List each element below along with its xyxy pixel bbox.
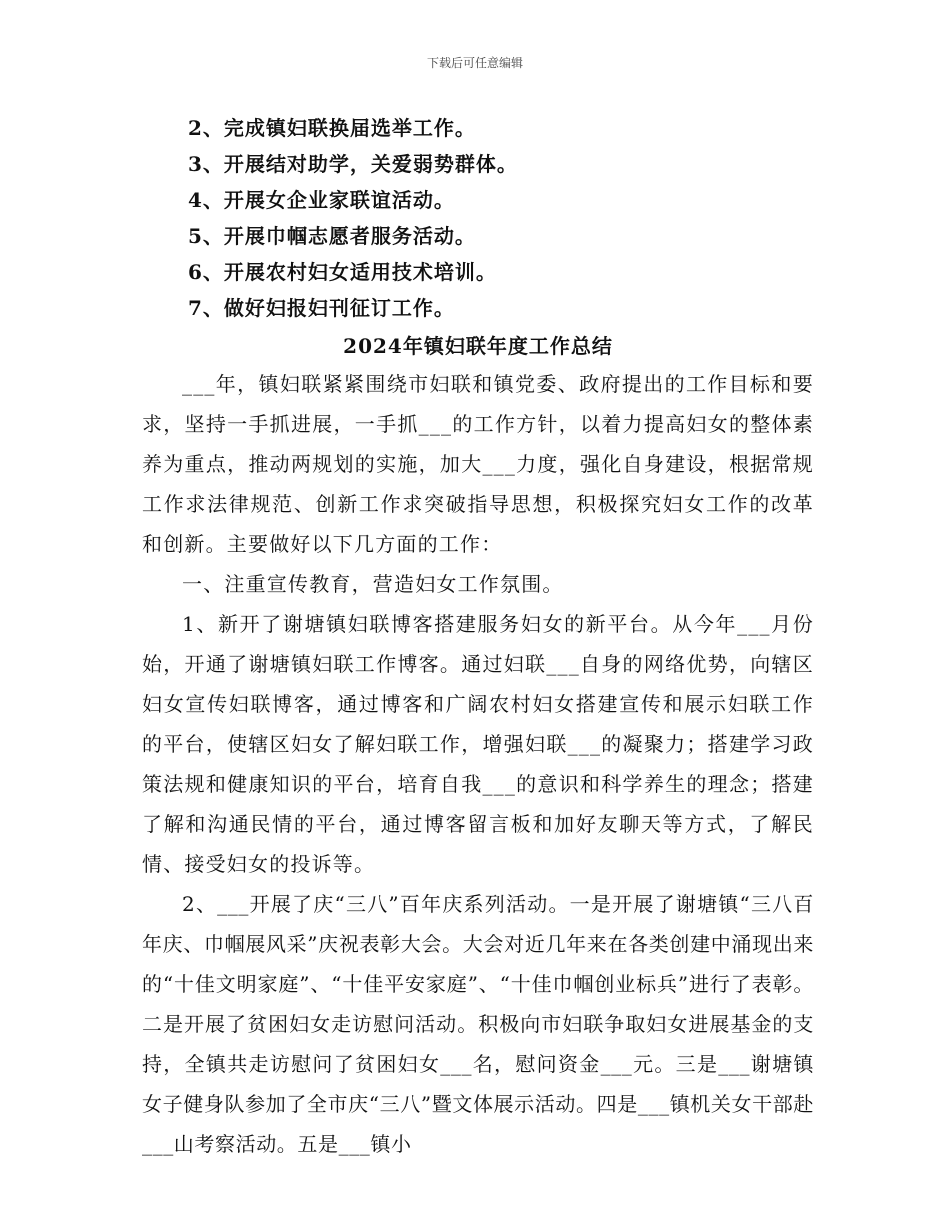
document-body <box>142 110 814 1164</box>
list-item: 5、开展巾帼志愿者服务活动。 <box>188 224 476 248</box>
list-item: 7、做好妇报妇刊征订工作。 <box>188 296 455 320</box>
list-item: 6、开展农村妇女适用技术培训。 <box>188 260 497 284</box>
body-paragraph-2: 2、___开展了庆“三八”百年庆系列活动。一是开展了谢塘镇“三八百年庆、巾帼展风采”庆祝表彰大会。大会对近几年来在各类创建中涌现出来的“十佳文明家庭”、“十佳平安家庭”、“十佳巾帼创业标兵”进行了表彰。二是开展了贫困妇女走访慰问活动。积极向市妇联争取妇女进展基金的支持，全镇共走访慰问了贫困妇女___名，慰问资金___元。三是___谢塘镇女子健身队参加了全市庆“三八”暨文体展示活动。四是___镇机关女干部赴___山考察活动。五是___镇小 <box>142 892 814 1156</box>
section-heading: 一、注重宣传教育，营造妇女工作氛围。 <box>182 572 564 596</box>
intro-paragraph: ___年，镇妇联紧紧围绕市妇联和镇党委、政府提出的工作目标和要求，坚持一手抓进展，一手抓___的工作方针，以着力提高妇女的整体素养为重点，推动两规划的实施，加大___力度，强化自身建设，根据常规工作求法律规范、创新工作求突破指导思想，积极探究妇女工作的改革和创新。主要做好以下几方面的工作： <box>142 372 814 556</box>
page-header-note: 下载后可任意编辑 <box>426 56 523 70</box>
list-item: 4、开展女企业家联谊活动。 <box>188 188 455 212</box>
list-item: 2、完成镇妇联换届选举工作。 <box>188 116 476 140</box>
body-paragraph-1: 1、新开了谢塘镇妇联博客搭建服务妇女的新平台。从今年___月份始，开通了谢塘镇妇联工作博客。通过妇联___自身的网络优势，向辖区妇女宣传妇联博客，通过博客和广阔农村妇女搭建宣传和展示妇联工作的平台，使辖区妇女了解妇联工作，增强妇联___的凝聚力；搭建学习政策法规和健康知识的平台，培育自我___的意识和科学养生的理念；搭建了解和沟通民情的平台，通过博客留言板和加好友聊天等方式，了解民情、接受妇女的投诉等。 <box>142 612 814 876</box>
document-title: 2024年镇妇联年度工作总结 <box>343 334 613 358</box>
list-item: 3、开展结对助学，关爱弱势群体。 <box>188 152 518 176</box>
